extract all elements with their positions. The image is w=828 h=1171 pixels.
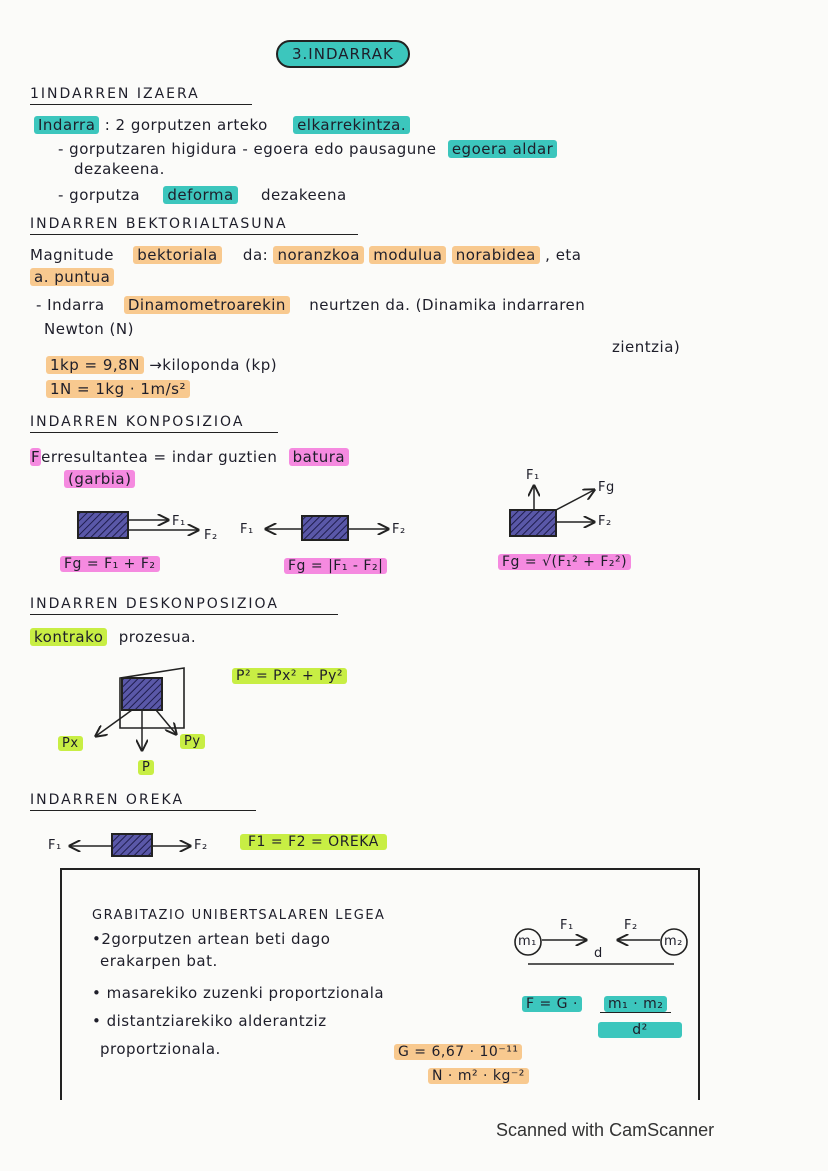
formula-decomposition-highlight: P² = Px² + Py² xyxy=(232,668,347,684)
oreka-formula-highlight: F1 = F2 = OREKA xyxy=(240,834,387,850)
section-heading-izaera: 1INDARREN IZAERA xyxy=(30,86,252,105)
law-bullet-3a: • distantziarekiko alderantziz xyxy=(92,1012,327,1030)
bektorial-line-3 xyxy=(36,296,585,314)
formula-diff-highlight: Fg = |F₁ - F₂| xyxy=(284,558,387,574)
law-bullet-1a: •2gorputzen artean beti dago xyxy=(92,930,331,948)
block-5 xyxy=(112,834,152,856)
law-f2-label: F₂ xyxy=(624,918,638,933)
izaera-line-2 xyxy=(58,140,557,158)
block-2 xyxy=(302,516,348,540)
izaera-line-4-highlight: deforma xyxy=(163,186,237,204)
formula-diff xyxy=(284,558,387,574)
label-p xyxy=(138,760,154,775)
diagram-balance xyxy=(62,828,212,864)
kiloponda-highlight: 1kp = 9,8N xyxy=(46,356,144,374)
gravitation-formula-g: F = G · xyxy=(522,996,582,1012)
konposizioa-f-highlight: F xyxy=(31,448,41,466)
bektorial-highlight-puntua: a. puntua xyxy=(30,268,114,286)
bektorial-highlight-noranzkoa: noranzkoa xyxy=(273,246,363,264)
bektorial-text-b: da: xyxy=(242,246,269,264)
konposizioa-text: erresultantea = indar guztien xyxy=(41,448,278,466)
block-1 xyxy=(78,512,128,538)
law-bullet-3b: proportzionala. xyxy=(100,1040,221,1058)
izaera-line-4-text: - gorputza xyxy=(58,186,141,204)
kiloponda-line xyxy=(46,356,277,374)
label-p-highlight: P xyxy=(138,760,154,775)
izaera-line-4 xyxy=(58,186,347,204)
izaera-definition xyxy=(34,116,410,134)
d2-label-f2: F₂ xyxy=(392,522,406,537)
oreka-label-f2: F₂ xyxy=(194,838,208,853)
diagram-inclined-plane xyxy=(60,664,210,774)
d3-label-f1: F₁ xyxy=(526,468,540,483)
bektorial-highlight-bektoriala: bektoriala xyxy=(133,246,221,264)
newton-definition xyxy=(46,380,190,398)
section-heading-konposizioa: INDARREN KONPOSIZIOA xyxy=(30,414,278,433)
kontrako-highlight: kontrako xyxy=(30,628,107,646)
section-heading-deskonposizioa: INDARREN DESKONPOSIZIOA xyxy=(30,596,338,615)
formula-sum xyxy=(60,556,160,572)
block-3 xyxy=(510,510,556,536)
page-title xyxy=(276,40,410,68)
formula-pythagoras-highlight: Fg = √(F₁² + F₂²) xyxy=(498,554,631,570)
izaera-line-2-highlight: egoera aldar xyxy=(448,140,558,158)
bullet-highlight: elkarrekintza. xyxy=(293,116,410,134)
scanner-watermark: Scanned with CamScanner xyxy=(496,1120,715,1140)
bektorial-highlight-norabidea: norabidea xyxy=(452,246,540,264)
diagram-same-direction xyxy=(70,508,220,548)
bektorial-highlight-modulua: modulua xyxy=(369,246,446,264)
label-px xyxy=(58,736,83,751)
d3-label-f2: F₂ xyxy=(598,514,612,529)
gravitation-formula xyxy=(522,996,586,1012)
gravitation-numerator xyxy=(600,996,671,1013)
formula-decomposition xyxy=(232,668,347,684)
bektorial-line-1 xyxy=(30,246,582,264)
bektorial-highlight-dinamometro: Dinamometroarekin xyxy=(124,296,290,314)
g-constant xyxy=(394,1044,522,1060)
kiloponda-text: →kiloponda (kp) xyxy=(149,356,278,374)
section-heading-oreka: INDARREN OREKA xyxy=(30,792,256,811)
arrow-diagonal xyxy=(556,490,594,510)
newton-definition-highlight: 1N = 1kg · 1m/s² xyxy=(46,380,190,398)
izaera-line-2-text: - gorputzaren higidura - egoera edo pausagune xyxy=(58,140,437,158)
gravitation-denominator: d² xyxy=(598,1022,682,1038)
bektorial-line-2 xyxy=(30,268,114,286)
d1-label-f2: F₂ xyxy=(204,528,218,543)
d2-label-f1: F₁ xyxy=(240,522,254,537)
konposizioa-line-2 xyxy=(64,470,135,488)
bektorial-l3-text-a: - Indarra xyxy=(36,296,105,314)
bullet-term: Indarra xyxy=(34,116,99,134)
g-units xyxy=(428,1068,529,1084)
law-f1-label: F₁ xyxy=(560,918,574,933)
konposizioa-line-1 xyxy=(30,448,349,466)
bektorial-zientzia: zientzia) xyxy=(612,338,681,356)
block-4 xyxy=(122,678,162,710)
distance-label: d xyxy=(594,946,603,961)
label-px-highlight: Px xyxy=(58,736,83,751)
bektorial-text-c: , eta xyxy=(545,246,582,264)
law-bullet-1b: erakarpen bat. xyxy=(100,952,218,970)
oreka-label-f1: F₁ xyxy=(48,838,62,853)
konposizioa-garbia-highlight: (garbia) xyxy=(64,470,135,488)
d3-label-fg: Fg xyxy=(598,480,615,495)
prozesua-text: prozesua. xyxy=(118,628,197,646)
formula-sum-highlight: Fg = F₁ + F₂ xyxy=(60,556,160,572)
bektorial-newton: Newton (N) xyxy=(44,320,134,338)
label-py-highlight: Py xyxy=(180,734,205,749)
izaera-line-4-end: dezakeena xyxy=(261,186,347,204)
konposizioa-batura-highlight: batura xyxy=(289,448,349,466)
deskonposizioa-line xyxy=(30,628,196,646)
g-units-highlight: N · m² · kg⁻² xyxy=(428,1068,529,1084)
arrow-px xyxy=(96,710,132,736)
label-py xyxy=(180,734,205,749)
bullet-text: : 2 gorputzen arteko xyxy=(104,116,268,134)
section-heading-bektorialtasuna: INDARREN BEKTORIALTASUNA xyxy=(30,216,358,235)
law-bullet-2: • masarekiko zuzenki proportzionala xyxy=(92,984,385,1002)
law-heading: GRABITAZIO UNIBERTSALAREN LEGEA xyxy=(92,908,386,923)
formula-pythagoras xyxy=(498,554,631,570)
g-constant-highlight: G = 6,67 · 10⁻¹¹ xyxy=(394,1044,522,1060)
page-title-text: 3.INDARRAK xyxy=(292,45,394,63)
izaera-line-3: dezakeena. xyxy=(74,160,165,178)
bektorial-l3-text-b: neurtzen da. (Dinamika indarraren xyxy=(309,296,586,314)
d1-label-f1: F₁ xyxy=(172,514,186,529)
mass-1-label: m₁ xyxy=(518,934,537,949)
oreka-formula xyxy=(240,834,387,850)
diagram-opposite-direction xyxy=(260,512,410,548)
bektorial-text-a: Magnitude xyxy=(30,246,114,264)
arrow-py xyxy=(156,710,176,734)
gravitation-numerator-text: m₁ · m₂ xyxy=(604,996,667,1012)
mass-2-label: m₂ xyxy=(664,934,683,949)
